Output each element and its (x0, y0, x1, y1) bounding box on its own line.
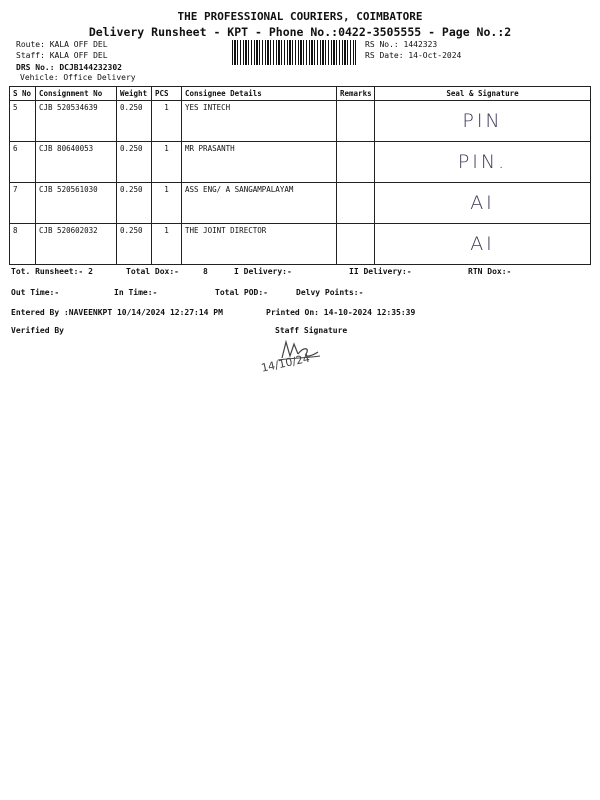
rtn-dox: RTN Dox:- (468, 267, 512, 276)
tot-runsheet: Tot. Runsheet:- 2 (11, 267, 93, 276)
cell-weight: 0.250 (117, 142, 152, 183)
staff-signature-label: Staff Signature (275, 326, 348, 335)
table-row (10, 101, 591, 142)
handwritten-signature: PIN (462, 110, 503, 132)
table-header-row (10, 87, 591, 101)
drs-number: DRS No.: DCJB144232302 (16, 63, 122, 72)
col-weight: Weight (117, 87, 152, 101)
cell-pcs: 1 (152, 101, 182, 142)
cell-consignee: YES INTECH (182, 101, 337, 142)
cell-consignment: CJB 520561030 (36, 183, 117, 224)
cell-consignment: CJB 80640053 (36, 142, 117, 183)
cell-signature (375, 224, 591, 265)
route-label: Route: KALA OFF DEL (16, 40, 108, 49)
cell-weight: 0.250 (117, 101, 152, 142)
out-time: Out Time:- (11, 288, 60, 297)
cell-consignment: CJB 520602032 (36, 224, 117, 265)
cell-weight: 0.250 (117, 224, 152, 265)
col-consignment: Consignment No (36, 87, 117, 101)
vehicle-label: Vehicle: Office Delivery (20, 73, 136, 82)
cell-weight: 0.250 (117, 183, 152, 224)
staff-label: Staff: KALA OFF DEL (16, 51, 108, 60)
verified-by: Verified By (11, 326, 64, 335)
handwritten-signature: AI (470, 192, 495, 214)
total-pod: Total POD:- (215, 288, 268, 297)
barcode (232, 40, 356, 65)
rs-date: RS Date: 14-Oct-2024 (365, 51, 462, 60)
cell-consignee: MR PRASANTH (182, 142, 337, 183)
entered-by: Entered By :NAVEENKPT 10/14/2024 12:27:14 PM (11, 308, 223, 317)
cell-pcs: 1 (152, 224, 182, 265)
cell-signature (375, 183, 591, 224)
handwritten-signature: PIN. (457, 151, 508, 173)
ii-delivery: II Delivery:- (349, 267, 412, 276)
runsheet-subtitle: Delivery Runsheet - KPT - Phone No.:0422-3505555 - Page No.:2 (88, 25, 512, 39)
table-row (10, 224, 591, 265)
cell-remarks (337, 101, 375, 142)
cell-sno: 5 (10, 101, 36, 142)
runsheet-table (9, 86, 591, 265)
cell-consignment: CJB 520534639 (36, 101, 117, 142)
cell-consignee: THE JOINT DIRECTOR (182, 224, 337, 265)
handwritten-signature: AI (470, 233, 495, 255)
in-time: In Time:- (114, 288, 158, 297)
col-consignee: Consignee Details (182, 87, 337, 101)
cell-sno: 8 (10, 224, 36, 265)
col-remarks: Remarks (337, 87, 375, 101)
signature-date: 14/10/24 (260, 351, 312, 375)
company-title: THE PROFESSIONAL COURIERS, COIMBATORE (177, 10, 423, 23)
cell-pcs: 1 (152, 183, 182, 224)
delvy-points: Delvy Points:- (296, 288, 364, 297)
printed-on: Printed On: 14-10-2024 12:35:39 (266, 308, 416, 317)
total-dox-label: Total Dox:- (126, 267, 179, 276)
col-sno: S No (10, 87, 36, 101)
total-dox-value: 8 (203, 267, 208, 276)
summary-divider (9, 264, 590, 265)
cell-pcs: 1 (152, 142, 182, 183)
table-row (10, 183, 591, 224)
table-row (10, 142, 591, 183)
cell-consignee: ASS ENG/ A SANGAMPALAYAM (182, 183, 337, 224)
cell-remarks (337, 183, 375, 224)
cell-sno: 6 (10, 142, 36, 183)
cell-remarks (337, 224, 375, 265)
col-signature: Seal & Signature (375, 87, 591, 101)
i-delivery: I Delivery:- (234, 267, 292, 276)
cell-signature (375, 142, 591, 183)
rs-number: RS No.: 1442323 (365, 40, 438, 49)
cell-sno: 7 (10, 183, 36, 224)
cell-signature (375, 101, 591, 142)
col-pcs: PCS (152, 87, 182, 101)
cell-remarks (337, 142, 375, 183)
